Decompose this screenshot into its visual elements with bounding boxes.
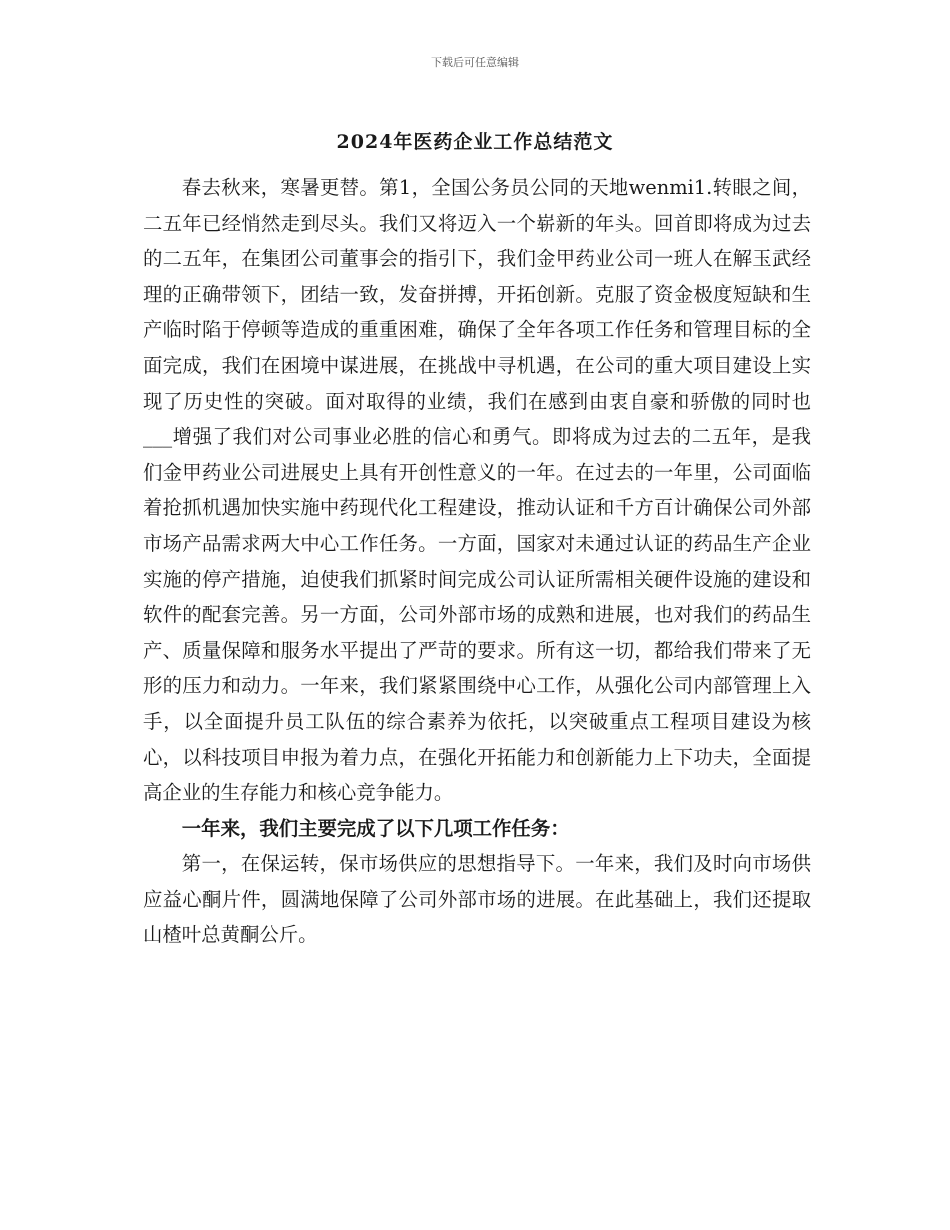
body-paragraph: 第一，在保运转，保市场供应的思想指导下。一年来，我们及时向市场供应益心酮片件，圆满地保障了公司外部市场的进展。在此基础上，我们还提取山楂叶总黄酮公斤。 [143, 852, 811, 947]
document-body [143, 170, 811, 953]
document-title: 2024年医药企业工作总结范文 [336, 131, 614, 153]
section-lead: 一年来，我们主要完成了以下几项工作任务： [181, 816, 570, 840]
body-paragraph: 春去秋来，寒暑更替。第1，全国公务员公同的天地wenmi1.转眼之间，二五年已经悄然走到尽头。我们又将迈入一个崭新的年头。回首即将成为过去的二五年，在集团公司董事会的指引下，我们金甲药业公司一班人在解玉武经理的正确带领下，团结一致，发奋拼搏，开拓创新。克服了资金极度短缺和生产临时陷于停顿等造成的重重困难，确保了全年各项工作任务和管理目标的全面完成，我们在困境中谋进展，在挑战中寻机遇，在公司的重大项目建设上实现了历史性的突破。面对取得的业绩，我们在感到由衷自豪和骄傲的同时也___增强了我们对公司事业必胜的信心和勇气。即将成为过去的二五年，是我们金甲药业公司进展史上具有开创性意义的一年。在过去的一年里，公司面临着抢抓机遇加快实施中药现代化工程建设，推动认证和千方百计确保公司外部市场产品需求两大中心工作任务。一方面，国家对未通过认证的药品生产企业实施的停产措施，迫使我们抓紧时间完成公司认证所需相关硬件设施的建设和软件的配套完善。另一方面，公司外部市场的成熟和进展，也对我们的药品生产、质量保障和服务水平提出了严苛的要求。所有这一切，都给我们带来了无形的压力和动力。一年来，我们紧紧围绕中心工作，从强化公司内部管理上入手，以全面提升员工队伍的综合素养为依托，以突破重点工程项目建设为核心，以科技项目申报为着力点，在强化开拓能力和创新能力上下功夫，全面提高企业的生存能力和核心竞争能力。 [143, 176, 811, 805]
page-header-note: 下载后可任意编辑 [431, 56, 519, 69]
